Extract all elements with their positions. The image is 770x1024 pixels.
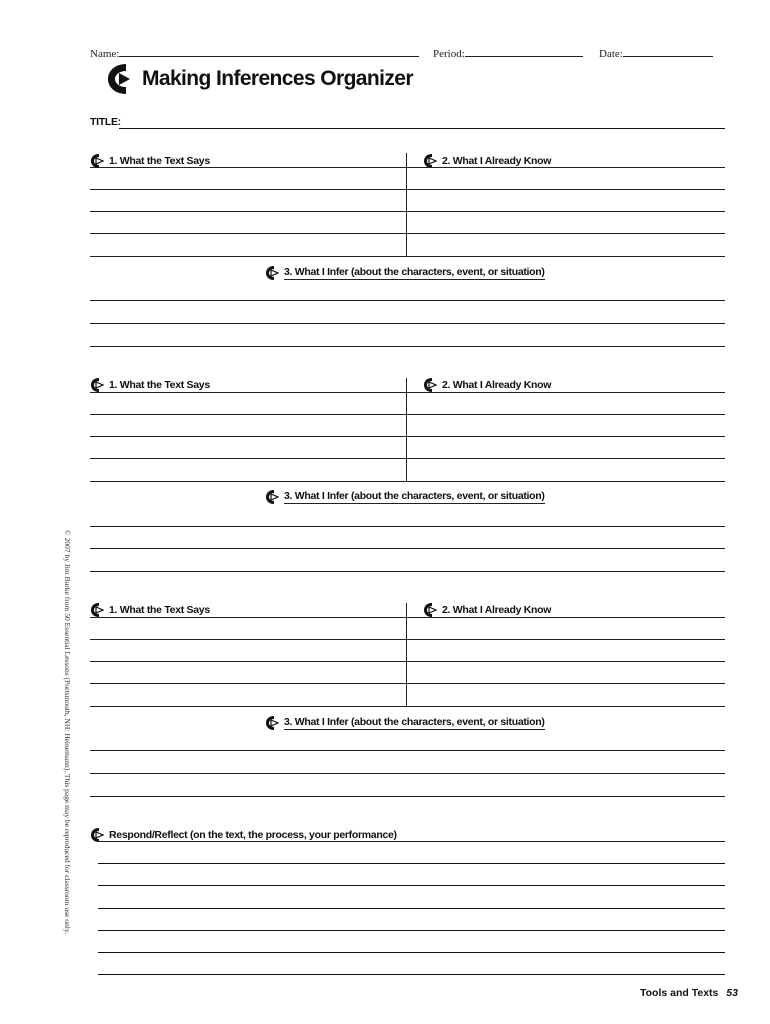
write-line[interactable] [98, 841, 725, 842]
date-field[interactable] [599, 44, 713, 62]
column-divider [406, 153, 407, 256]
section-3-already-know-heading [423, 602, 551, 618]
write-line[interactable] [98, 863, 725, 864]
column-divider [406, 378, 407, 481]
write-line[interactable] [90, 458, 725, 459]
chevron-c-icon [265, 715, 279, 731]
chevron-c-icon [265, 489, 279, 505]
date-blank[interactable] [623, 46, 713, 57]
write-line[interactable] [90, 167, 725, 168]
write-line[interactable] [98, 974, 725, 975]
infer-label: 3. What I Infer (about the characters, event, or situation) [284, 490, 545, 502]
write-line[interactable] [98, 885, 725, 886]
copyright-note: © 2007 by Jim Burke from 50 Essential Lessons (Portsmouth, NH: Heinemann). This page may be reproduced for classroom use only. [63, 530, 72, 934]
write-line[interactable] [90, 300, 725, 301]
title-field-label: TITLE: [90, 116, 121, 128]
section-3-infer-heading [265, 715, 545, 731]
write-line[interactable] [90, 189, 725, 190]
section-1-infer-heading [265, 265, 545, 281]
section-2-text-says-heading [90, 377, 210, 393]
write-line[interactable] [90, 571, 725, 572]
already-know-label: 2. What I Already Know [442, 379, 552, 391]
already-know-label: 2. What I Already Know [442, 604, 552, 616]
write-line[interactable] [98, 930, 725, 931]
name-label: Name: [90, 48, 120, 60]
write-line[interactable] [90, 617, 725, 618]
write-line[interactable] [90, 323, 725, 324]
period-blank[interactable] [465, 46, 583, 57]
section-2-already-know-heading [423, 377, 551, 393]
write-line[interactable] [90, 436, 725, 437]
write-line[interactable] [90, 639, 725, 640]
period-label: Period: [433, 48, 465, 60]
already-know-label: 2. What I Already Know [442, 155, 552, 167]
write-line[interactable] [90, 683, 725, 684]
write-line[interactable] [90, 706, 725, 707]
infer-label: 3. What I Infer (about the characters, event, or situation) [284, 266, 545, 278]
write-line[interactable] [90, 414, 725, 415]
write-line[interactable] [90, 526, 725, 527]
write-line[interactable] [90, 661, 725, 662]
chevron-c-icon [423, 377, 437, 393]
section-3-text-says-heading [90, 602, 210, 618]
page-number: 53 [726, 987, 738, 999]
column-divider [406, 603, 407, 706]
write-line[interactable] [90, 233, 725, 234]
chevron-c-icon [423, 602, 437, 618]
chevron-c-icon [265, 265, 279, 281]
write-line[interactable] [90, 346, 725, 347]
write-line[interactable] [90, 392, 725, 393]
section-2-infer-heading [265, 489, 545, 505]
write-line[interactable] [90, 211, 725, 212]
write-line[interactable] [90, 773, 725, 774]
respond-reflect-label: Respond/Reflect (on the text, the process, your performance) [109, 829, 397, 841]
text-says-label: 1. What the Text Says [109, 604, 210, 616]
write-line[interactable] [90, 256, 725, 257]
write-line[interactable] [90, 750, 725, 751]
date-label: Date: [599, 48, 623, 60]
name-blank[interactable] [119, 46, 419, 57]
chevron-c-icon [106, 62, 132, 96]
write-line[interactable] [98, 952, 725, 953]
write-line[interactable] [98, 908, 725, 909]
write-line[interactable] [90, 796, 725, 797]
name-field[interactable] [90, 44, 419, 62]
write-line[interactable] [90, 481, 725, 482]
text-says-label: 1. What the Text Says [109, 379, 210, 391]
chevron-c-icon [90, 377, 104, 393]
text-says-label: 1. What the Text Says [109, 155, 210, 167]
period-field[interactable] [433, 44, 583, 62]
page-title-block [106, 62, 413, 96]
page-title: Making Inferences Organizer [142, 67, 413, 90]
chevron-c-icon [90, 602, 104, 618]
title-line[interactable] [119, 128, 725, 129]
write-line[interactable] [90, 548, 725, 549]
book-title: Tools and Texts [640, 987, 719, 999]
infer-label: 3. What I Infer (about the characters, event, or situation) [284, 716, 545, 728]
page-footer [640, 987, 738, 999]
